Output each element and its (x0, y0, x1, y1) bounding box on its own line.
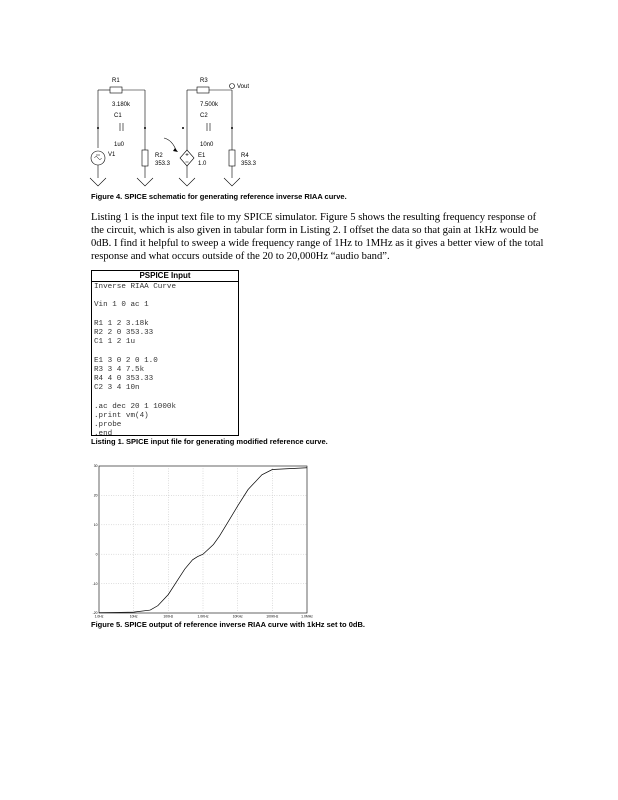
r3-name: R3 (200, 78, 208, 84)
listing-header: PSPICE Input (92, 271, 238, 282)
x-tick-label: 1.0Hz (94, 614, 104, 619)
frequency-response-chart (88, 462, 318, 622)
e1-value: 1.0 (198, 161, 207, 167)
r4-name: R4 (241, 153, 249, 159)
v1-name: V1 (108, 152, 116, 158)
c1-value: 1u0 (114, 142, 125, 148)
r2-value: 353.3 (155, 161, 171, 167)
listing-code: Inverse RIAA Curve Vin 1 0 ac 1 R1 1 2 3.18k R2 2 0 353.33 C1 1 2 1u E1 3 0 2 0 1.0 R3 3 4 7.5k R4 4 0 353.33 C2 3 4 10n .ac dec 20 1 1000k .print vm(4) .probe .end (94, 283, 177, 439)
e1-name: E1 (198, 153, 206, 159)
c2-value: 10n0 (200, 142, 214, 148)
x-tick-label: 1.0KHz (197, 614, 209, 619)
r4-value: 353.3 (241, 161, 257, 167)
y-tick-label: 30 (93, 464, 98, 469)
listing-1-caption: Listing 1. SPICE input file for generating modified reference curve. (91, 437, 328, 446)
r3-value: 7.500k (200, 102, 219, 108)
y-tick-label: 10 (93, 523, 98, 527)
x-tick-label: 1.0MHz (301, 614, 313, 619)
paragraph-line: response and what occurs outside of the 20 to 20,000Hz “audio band”. (91, 251, 390, 262)
x-tick-labels (95, 615, 314, 619)
y-tick-label: -20 (92, 611, 98, 616)
paragraph-line: the circuit, which is also given in tabular form in Listing 2. I offset the data so that gain at 1kHz would be (91, 225, 539, 236)
c2-name: C2 (200, 113, 208, 119)
x-tick-label: 10KHz (232, 614, 243, 619)
figure-5-caption: Figure 5. SPICE output of reference inverse RIAA curve with 1kHz set to 0dB. (91, 620, 365, 629)
pspice-listing-box (91, 270, 239, 439)
r2-name: R2 (155, 153, 163, 159)
r1-name: R1 (112, 78, 120, 84)
paragraph-line: Listing 1 is the input text file to my SPICE simulator. Figure 5 shows the resulting frequency response of (91, 212, 537, 223)
paragraph-line: 0dB. I find it helpful to sweep a wide frequency range of 1Hz to 1MHz as it gives a better view of the total (91, 238, 544, 249)
figure-4-caption: Figure 4. SPICE schematic for generating reference inverse RIAA curve. (91, 192, 347, 201)
x-tick-label: 10Hz (129, 614, 138, 619)
y-tick-label: 0 (95, 552, 98, 557)
spice-schematic (84, 70, 284, 188)
r1-value: 3.180k (112, 102, 131, 108)
grid-layer (99, 466, 307, 613)
vout-label: Vout (237, 84, 250, 90)
body-paragraph (91, 211, 544, 263)
y-tick-label: 20 (93, 493, 98, 498)
y-tick-label: -10 (92, 581, 98, 586)
x-tick-label: 100KHz (266, 614, 279, 619)
c1-name: C1 (114, 113, 122, 119)
x-tick-label: 100Hz (163, 614, 174, 619)
y-tick-labels (93, 464, 98, 615)
